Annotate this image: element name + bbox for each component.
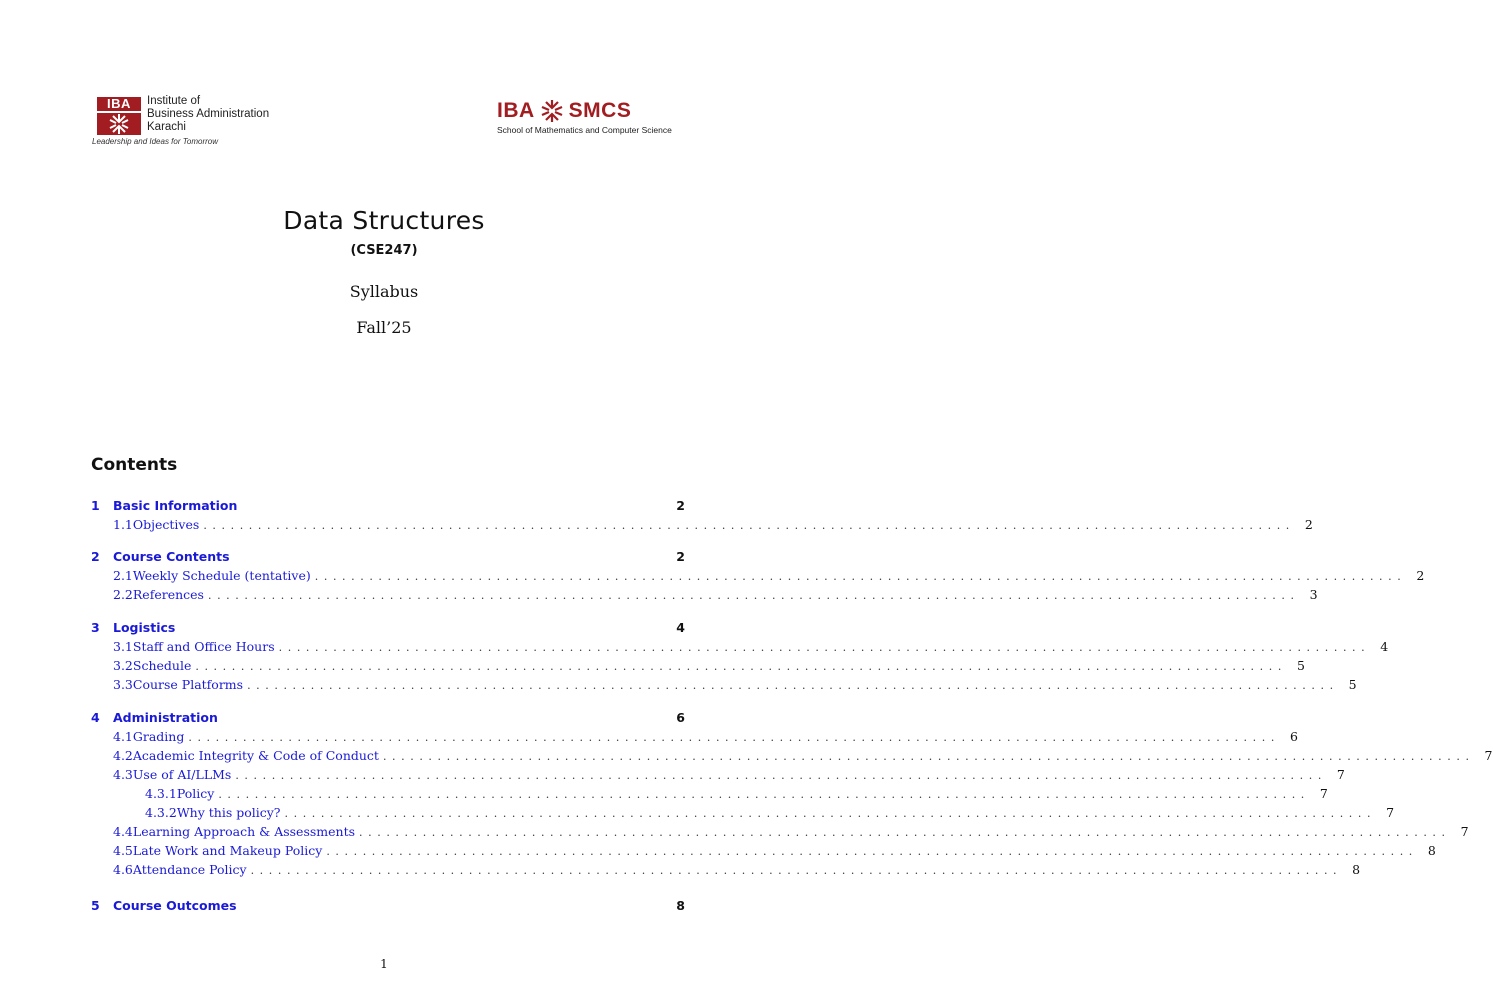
toc-entry-page[interactable]: 7 <box>1386 805 1395 820</box>
toc-leader-dots: ........................................................................................................................ <box>284 807 1377 820</box>
page-number: 1 <box>380 957 388 971</box>
toc-leader-dots: ........................................................................................................................ <box>250 864 1343 877</box>
document-type: Syllabus <box>349 282 419 301</box>
iba-name <box>147 95 269 134</box>
toc-entry-number: 1.1 <box>113 517 133 532</box>
toc-entry-page[interactable]: 8 <box>1427 843 1436 858</box>
toc-entry[interactable] <box>91 620 685 636</box>
toc-entry-page[interactable]: 7 <box>1336 767 1345 782</box>
toc-entry-number: 4.3.1 <box>145 786 177 801</box>
toc-entry-number: 4.5 <box>113 843 133 858</box>
smcs-left-text: IBA <box>497 99 535 122</box>
toc-entry[interactable] <box>91 729 1298 745</box>
document-term: Fall’25 <box>356 318 412 337</box>
document-title: Data Structures <box>283 206 485 235</box>
toc-entry[interactable] <box>91 843 1436 859</box>
toc-entry[interactable] <box>91 549 685 565</box>
toc-leader-dots: ........................................................................................................................ <box>188 731 1280 744</box>
toc-entry-title[interactable]: Course Contents <box>113 549 230 564</box>
toc-entry[interactable] <box>91 658 1305 674</box>
toc-entry-number: 3.1 <box>113 639 133 654</box>
toc-entry-number: 4.6 <box>113 862 133 877</box>
toc-entry-page[interactable]: 6 <box>676 710 685 725</box>
toc-entry-number: 2.1 <box>113 568 133 583</box>
toc-entry-page[interactable]: 6 <box>1289 729 1298 744</box>
toc-entry-page[interactable]: 4 <box>676 620 685 635</box>
toc-entry-number: 5 <box>91 898 100 913</box>
toc-entry-number: 3 <box>91 620 100 635</box>
toc-entry-page[interactable]: 2 <box>676 498 685 513</box>
iba-logo <box>92 95 295 151</box>
iba-wordmark: IBA <box>97 97 141 111</box>
toc-entry-page[interactable]: 2 <box>1416 568 1425 583</box>
toc-entry-title[interactable]: Logistics <box>113 620 176 635</box>
toc-entry-number: 4.3.2 <box>145 805 177 820</box>
toc-leader-dots: ........................................................................................................................ <box>235 769 1327 782</box>
toc-entry[interactable] <box>91 805 1395 821</box>
smcs-wordmark <box>497 100 631 122</box>
toc-leader-dots: ........................................................................................................................ <box>247 679 1339 692</box>
toc-entry[interactable] <box>91 748 1493 764</box>
iba-star-icon <box>97 113 141 135</box>
smcs-logo <box>497 100 677 140</box>
iba-emblem <box>97 97 141 135</box>
toc-leader-dots: ........................................................................................................................ <box>382 750 1475 763</box>
toc-entry-title[interactable]: Why this policy? <box>176 805 281 820</box>
toc-entry-title[interactable]: References <box>132 587 204 602</box>
course-code: (CSE247) <box>350 243 418 258</box>
toc-entry-title[interactable]: Late Work and Makeup Policy <box>132 843 323 858</box>
toc-entry-page[interactable]: 7 <box>1484 748 1493 763</box>
toc-leader-dots: ........................................................................................................................ <box>207 589 1300 602</box>
toc-entry-title[interactable]: Policy <box>176 786 215 801</box>
iba-line-3: Karachi <box>147 121 186 133</box>
toc-entry[interactable] <box>91 862 1361 878</box>
toc-entry[interactable] <box>91 767 1345 783</box>
toc-entry-page[interactable]: 7 <box>1319 786 1328 801</box>
toc-entry-title[interactable]: Use of AI/LLMs <box>132 767 232 782</box>
toc-entry-page[interactable]: 8 <box>676 898 685 913</box>
toc-entry-number: 3.3 <box>113 677 133 692</box>
toc-entry-title[interactable]: Learning Approach & Assessments <box>132 824 356 839</box>
toc-entry[interactable] <box>91 677 1357 693</box>
toc-entry[interactable] <box>91 710 685 726</box>
toc-entry-number: 2.2 <box>113 587 133 602</box>
toc-entry-number: 1 <box>91 498 100 513</box>
toc-entry[interactable] <box>91 568 1425 584</box>
toc-entry[interactable] <box>91 587 1318 603</box>
toc-entry-title[interactable]: Course Outcomes <box>113 898 237 913</box>
smcs-subtitle: School of Mathematics and Computer Science <box>497 125 672 135</box>
toc-entry-page[interactable]: 2 <box>1304 517 1313 532</box>
toc-entry-number: 4.3 <box>113 767 133 782</box>
toc-leader-dots: ........................................................................................................................ <box>314 570 1407 583</box>
toc-entry-number: 4.1 <box>113 729 133 744</box>
iba-tagline: Leadership and Ideas for Tomorrow <box>92 137 218 146</box>
toc-entry-number: 4 <box>91 710 100 725</box>
toc-entry-page[interactable]: 7 <box>1460 824 1469 839</box>
toc-entry-title[interactable]: Basic Information <box>113 498 238 513</box>
toc-leader-dots: ........................................................................................................................ <box>326 845 1418 858</box>
contents-heading: Contents <box>91 455 178 475</box>
toc-leader-dots: ........................................................................................................................ <box>359 826 1451 839</box>
toc-entry-title[interactable]: Course Platforms <box>132 677 244 692</box>
iba-line-1: Institute of <box>147 95 201 107</box>
toc-entry-title[interactable]: Objectives <box>132 517 200 532</box>
toc-leader-dots: ........................................................................................................................ <box>203 519 1295 532</box>
toc-entry-title[interactable]: Attendance Policy <box>132 862 247 877</box>
toc-entry-number: 2 <box>91 549 100 564</box>
toc-entry[interactable] <box>91 517 1313 533</box>
toc-entry-page[interactable]: 5 <box>1348 677 1357 692</box>
toc-entry-page[interactable]: 2 <box>676 549 685 564</box>
toc-entry-page[interactable]: 3 <box>1309 587 1318 602</box>
toc-entry-page[interactable]: 4 <box>1380 639 1389 654</box>
iba-line-2: Business Administration <box>147 108 270 120</box>
toc-entry-number: 3.2 <box>113 658 133 673</box>
toc-entry-number: 4.2 <box>113 748 133 763</box>
smcs-right-text: SMCS <box>568 99 632 122</box>
toc-entry-title[interactable]: Grading <box>132 729 185 744</box>
toc-entry[interactable] <box>91 786 1328 802</box>
toc-entry-title[interactable]: Administration <box>113 710 218 725</box>
toc-entry-title[interactable]: Staff and Office Hours <box>132 639 275 654</box>
toc-entry[interactable] <box>91 639 1389 655</box>
smcs-star-icon <box>539 100 565 122</box>
toc-entry[interactable] <box>91 824 1469 840</box>
toc-entry[interactable] <box>91 498 685 514</box>
toc-entry-title[interactable]: Schedule <box>132 658 192 673</box>
toc-entry-page[interactable]: 8 <box>1352 862 1361 877</box>
toc-entry[interactable] <box>91 898 685 914</box>
toc-leader-dots: ........................................................................................................................ <box>278 641 1371 654</box>
toc-entry-number: 4.4 <box>113 824 133 839</box>
toc-entry-title[interactable]: Academic Integrity & Code of Conduct <box>132 748 379 763</box>
toc-leader-dots: ........................................................................................................................ <box>195 660 1287 673</box>
toc-leader-dots: ........................................................................................................................ <box>218 788 1310 801</box>
toc-entry-page[interactable]: 5 <box>1296 658 1305 673</box>
toc-entry-title[interactable]: Weekly Schedule (tentative) <box>132 568 311 583</box>
